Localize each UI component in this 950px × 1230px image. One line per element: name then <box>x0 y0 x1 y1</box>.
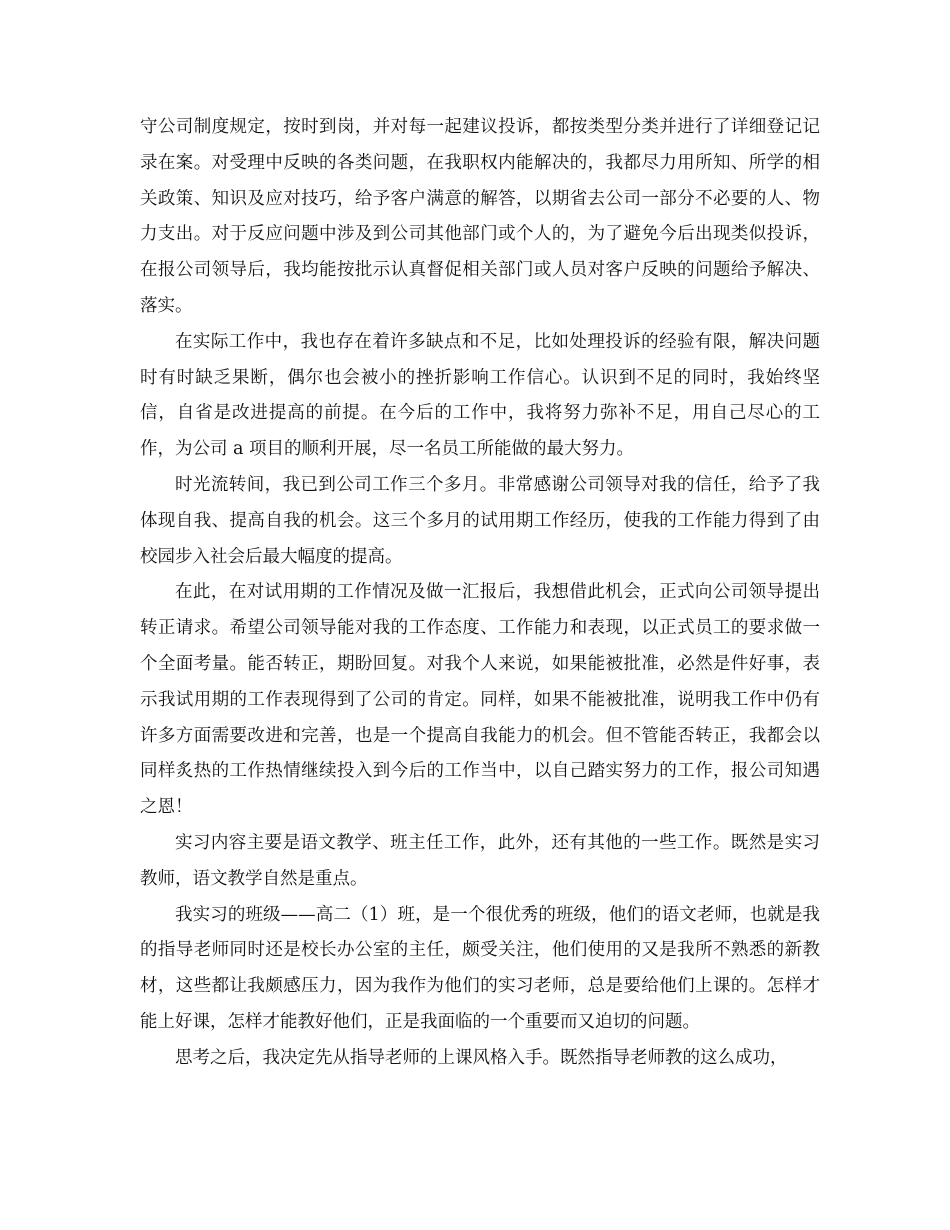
paragraph-6: 我实习的班级——高二（1）班，是一个很优秀的班级，他们的语文老师，也就是我的指导老师同时还是校长办公室的主任，颇受关注，他们使用的又是我所不熟悉的新教材，这些都让我颇感压力，因为我作为他们的实习老师，总是要给他们上课的。怎样才能上好课，怎样才能教好他们，正是我面临的一个重要而又迫切的问题。 <box>140 904 820 1032</box>
paragraph-1: 守公司制度规定，按时到岗，并对每一起建议投诉，都按类型分类并进行了详细登记记录在案。对受理中反映的各类问题，在我职权内能解决的，我都尽力用所知、所学的相关政策、知识及应对技巧，给予客户满意的解答，以期省去公司一部分不必要的人、物力支出。对于反应问题中涉及到公司其他部门或个人的，为了避免今后出现类似投诉，在报公司领导后，我均能按批示认真督促相关部门或人员对客户反映的问题给予解决、落实。 <box>140 117 820 316</box>
document-body <box>140 110 820 1077</box>
paragraph-3: 时光流转间，我已到公司工作三个多月。非常感谢公司领导对我的信任，给予了我体现自我、提高自我的机会。这三个多月的试用期工作经历，使我的工作能力得到了由校园步入社会后最大幅度的提高。 <box>140 474 820 567</box>
paragraph-7: 思考之后，我决定先从指导老师的上课风格入手。既然指导老师教的这么成功， <box>175 1047 788 1068</box>
paragraph-5: 实习内容主要是语文教学、班主任工作，此外，还有其他的一些工作。既然是实习教师，语文教学自然是重点。 <box>140 832 820 889</box>
paragraph-4: 在此，在对试用期的工作情况及做一汇报后，我想借此机会，正式向公司领导提出转正请求。希望公司领导能对我的工作态度、工作能力和表现，以正式员工的要求做一个全面考量。能否转正，期盼回复。对我个人来说，如果能被批准，必然是件好事，表示我试用期的工作表现得到了公司的肯定。同样，如果不能被批准，说明我工作中仍有许多方面需要改进和完善，也是一个提高自我能力的机会。但不管能否转正，我都会以同样炙热的工作热情继续投入到今后的工作当中，以自己踏实努力的工作，报公司知遇之恩！ <box>140 582 820 818</box>
paragraph-2: 在实际工作中，我也存在着许多缺点和不足，比如处理投诉的经验有限，解决问题时有时缺乏果断，偶尔也会被小的挫折影响工作信心。认识到不足的同时，我始终坚信，自省是改进提高的前提。在今后的工作中，我将努力弥补不足，用自己尽心的工作，为公司 a 项目的顺利开展，尽一名员工所能做的最大努力。 <box>140 331 820 460</box>
